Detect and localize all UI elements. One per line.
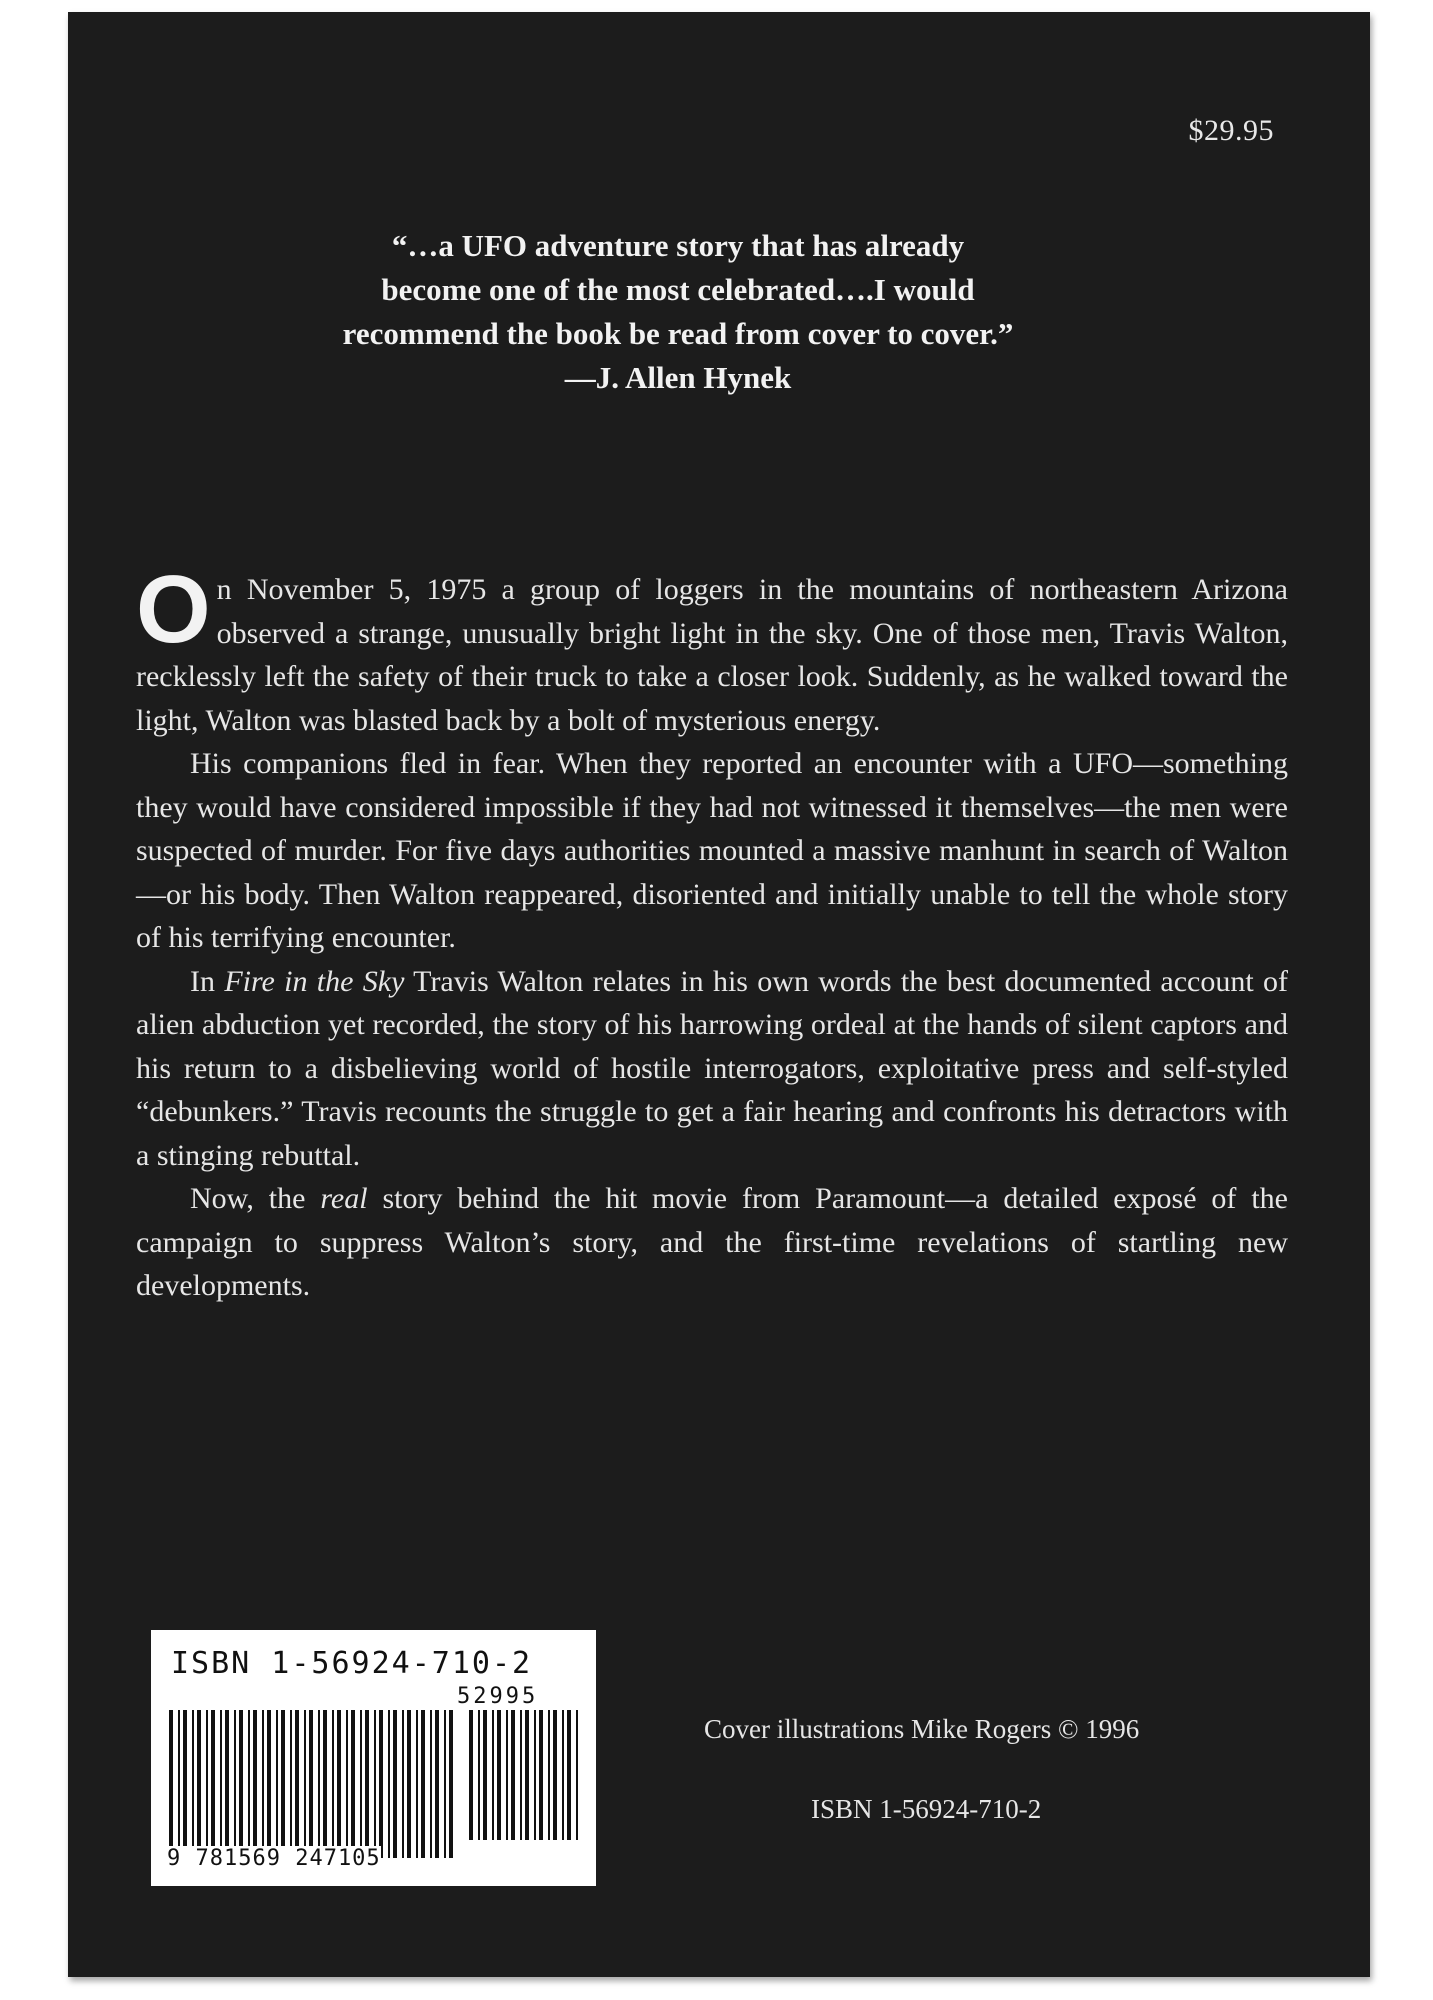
barcode-isbn-text: ISBN 1-56924-710-2	[171, 1646, 533, 1681]
price-label: $29.95	[1188, 114, 1274, 147]
emphasis-real: real	[320, 1182, 368, 1215]
paragraph-1-text: n November 5, 1975 a group of loggers in the mountains of northeastern Arizona observed a strange, unusually bright light in the sky. One of those men, Travis Walton, recklessly left the safety of their truck to take a closer look. Suddenly, as he walked toward the light, Walton was blasted back by a bolt of mysterious energy.	[136, 573, 1288, 737]
barcode-label	[151, 1630, 596, 1886]
paragraph-4	[136, 1177, 1288, 1308]
paragraph-3-text: Travis Walton relates in his own words the best documented account of alien abduction yet recorded, the story of his harrowing ordeal at the hands of silent captors and his return to a disbelieving world of hostile interrogators, exploitative press and self-styled “debunkers.” Travis recounts the struggle to get a fair hearing and confronts his detractors with a stinging rebuttal.	[136, 964, 1289, 1172]
paragraph-2: His companions fled in fear. When they reported an encounter with a UFO—something they would have considered impossible if they had not witnessed it themselves—the men were suspected of murder. For five days authorities mounted a massive manhunt in search of Walton—or his body. Then Walton reappeared, disoriented and initially unable to tell the whole story of his terrifying encounter.	[136, 747, 1288, 954]
paragraph-3	[136, 960, 1288, 1178]
paragraph-3-start: In	[190, 964, 225, 998]
description-text	[136, 556, 1289, 1308]
quote-line: recommend the book be read from cover to cover.”	[342, 316, 1014, 351]
back-cover	[68, 12, 1370, 1977]
barcode-icon	[169, 1710, 579, 1860]
paragraph-4-text: story behind the hit movie from Paramount—a detailed exposé of the campaign to suppress Walton’s story, and the first-time revelations of startling new developments.	[136, 1182, 1288, 1302]
cover-credit: Cover illustrations Mike Rogers © 1996	[704, 1714, 1140, 1744]
paragraph-1	[136, 556, 1288, 742]
blurb-quote	[268, 224, 1088, 400]
isbn-number: ISBN 1-56924-710-2	[811, 1794, 1042, 1824]
quote-line: “…a UFO adventure story that has already	[391, 228, 965, 263]
book-title: Fire in the Sky	[224, 964, 405, 998]
quote-author: —J. Allen Hynek	[564, 360, 792, 395]
barcode-digits: 9 781569 247105	[167, 1846, 381, 1871]
quote-line: become one of the most celebrated….I would	[381, 272, 975, 307]
paragraph-4-start: Now, the	[190, 1182, 321, 1215]
drop-cap: O	[136, 556, 211, 663]
barcode-price-code: 52995	[457, 1684, 539, 1709]
